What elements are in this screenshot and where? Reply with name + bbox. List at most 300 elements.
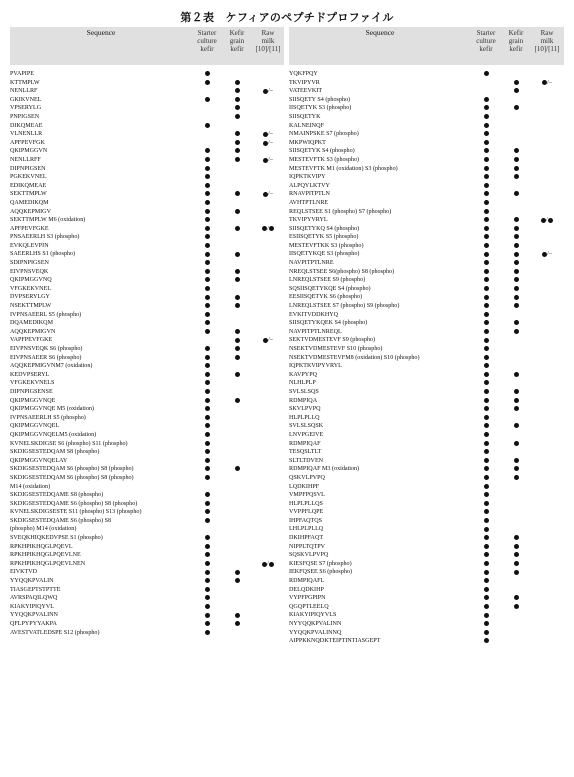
raw-milk-mark — [252, 457, 284, 466]
starter-culture-mark — [192, 173, 222, 182]
peptide-sequence: M14 (oxidation) — [10, 483, 51, 490]
raw-milk-mark — [531, 465, 563, 474]
kefir-grain-mark — [501, 560, 531, 569]
starter-culture-mark — [471, 405, 501, 414]
filled-dot-icon — [484, 621, 489, 626]
starter-culture-mark — [192, 311, 222, 320]
table-row — [289, 594, 564, 603]
filled-dot-icon — [205, 312, 210, 317]
table-row — [289, 543, 564, 552]
kefir-grain-mark — [501, 586, 531, 595]
starter-culture-mark — [471, 122, 501, 131]
filled-dot-icon — [484, 380, 489, 385]
peptide-sequence: KIESFQSE S7 (phospho) — [289, 560, 352, 567]
separator: / — [267, 560, 269, 567]
starter-culture-mark — [192, 336, 222, 345]
kefir-grain-mark — [501, 190, 531, 199]
filled-dot-icon — [235, 329, 240, 334]
raw-milk-mark — [252, 139, 284, 148]
kefir-grain-mark — [222, 577, 252, 586]
starter-culture-mark — [471, 113, 501, 122]
peptide-sequence: DVPSERYLGY — [10, 294, 50, 301]
raw-milk-mark — [252, 491, 284, 500]
raw-milk-mark — [531, 328, 563, 337]
table-row — [289, 199, 564, 208]
peptide-sequence: KVNELSKDIGSE S6 (phospho) S11 (phospho) — [10, 440, 128, 447]
table-row — [289, 156, 564, 165]
raw-milk-mark — [531, 208, 563, 217]
peptide-sequence: KIAKYIPIQYVL — [10, 603, 55, 610]
filled-dot-icon — [484, 226, 489, 231]
kefir-grain-header: Kefir grain kefir — [229, 29, 245, 53]
peptide-sequence: PNPIGSEN — [10, 113, 40, 120]
raw-milk-mark — [531, 130, 563, 139]
kefir-grain-mark — [501, 354, 531, 363]
raw-milk-mark — [252, 165, 284, 174]
kefir-grain-mark — [501, 122, 531, 131]
raw-milk-mark — [252, 474, 284, 483]
table-row — [289, 637, 564, 646]
peptide-sequence: RPKHPIKHQGLPQEVLNEN — [10, 560, 86, 567]
kefir-grain-mark — [501, 517, 531, 526]
filled-dot-icon — [205, 200, 210, 205]
kefir-grain-mark — [222, 405, 252, 414]
filled-dot-icon — [205, 492, 210, 497]
kefir-grain-mark — [501, 534, 531, 543]
table-row — [289, 225, 564, 234]
raw-milk-mark — [531, 242, 563, 251]
kefir-grain-mark — [222, 113, 252, 122]
kefir-grain-mark — [501, 345, 531, 354]
peptide-sequence: LQDKIHPF — [289, 483, 320, 490]
table-row — [10, 79, 284, 88]
kefir-grain-mark — [222, 491, 252, 500]
table-row — [289, 354, 564, 363]
filled-dot-icon — [484, 501, 489, 506]
peptide-sequence: NMAINPSKE S7 (phospho) — [289, 131, 359, 138]
filled-dot-icon — [235, 613, 240, 618]
filled-dot-icon — [205, 234, 210, 239]
filled-dot-icon — [205, 389, 210, 394]
raw-milk-mark — [252, 147, 284, 156]
peptide-sequence: QAMEDIKQM — [10, 199, 49, 206]
table-row — [289, 113, 564, 122]
kefir-grain-mark — [222, 328, 252, 337]
kefir-grain-mark — [501, 551, 531, 560]
filled-dot-icon — [484, 269, 489, 274]
raw-milk-mark — [531, 285, 563, 294]
separator: /– — [268, 131, 273, 138]
peptide-sequence: PNSAEERLH S3 (phospho) — [10, 234, 80, 241]
raw-milk-mark — [531, 560, 563, 569]
starter-culture-mark — [192, 465, 222, 474]
kefir-grain-mark — [222, 139, 252, 148]
table-row — [289, 87, 564, 96]
peptide-sequence: TKVIPYVRYL — [289, 217, 328, 224]
starter-culture-mark — [471, 208, 501, 217]
starter-culture-mark — [192, 70, 222, 79]
starter-culture-mark — [471, 362, 501, 371]
table-row — [10, 250, 284, 259]
raw-milk-mark — [252, 208, 284, 217]
raw-milk-mark — [252, 199, 284, 208]
raw-milk-mark — [252, 311, 284, 320]
kefir-grain-mark — [222, 388, 252, 397]
filled-dot-icon — [514, 166, 519, 171]
kefir-grain-mark — [501, 233, 531, 242]
table-row — [289, 242, 564, 251]
table-row — [10, 311, 284, 320]
starter-culture-mark — [471, 87, 501, 96]
peptide-sequence: TIASGEPTSTPTTE — [10, 586, 61, 593]
filled-dot-icon — [205, 123, 210, 128]
kefir-grain-mark — [501, 457, 531, 466]
filled-dot-icon — [484, 174, 489, 179]
table-row — [289, 336, 564, 345]
raw-milk-mark — [252, 440, 284, 449]
kefir-grain-mark — [222, 440, 252, 449]
filled-dot-icon — [205, 432, 210, 437]
table-row — [10, 216, 284, 225]
kefir-grain-mark — [501, 483, 531, 492]
starter-culture-mark — [192, 594, 222, 603]
kefir-grain-mark — [222, 594, 252, 603]
filled-dot-icon — [235, 570, 240, 575]
table-row — [10, 242, 284, 251]
starter-culture-mark — [192, 233, 222, 242]
starter-culture-mark — [192, 156, 222, 165]
raw-milk-mark — [252, 122, 284, 131]
table-row — [289, 414, 564, 423]
starter-culture-mark — [192, 586, 222, 595]
starter-culture-mark — [471, 603, 501, 612]
filled-dot-icon — [484, 466, 489, 471]
peptide-sequence: NAVPITPTLNREQL — [289, 328, 342, 335]
table-row — [289, 397, 564, 406]
raw-milk-mark — [531, 431, 563, 440]
table-row — [10, 500, 284, 509]
filled-dot-icon — [484, 475, 489, 480]
raw-milk-mark — [252, 500, 284, 509]
filled-dot-icon — [205, 363, 210, 368]
peptide-sequence: AIPPKKNQDKTEIPTINTIASGEPT — [289, 638, 381, 645]
filled-dot-icon — [484, 191, 489, 196]
filled-dot-icon — [235, 97, 240, 102]
kefir-grain-mark — [222, 371, 252, 380]
peptide-sequence: VVPPFLQPE — [289, 509, 324, 516]
kefir-grain-mark — [222, 242, 252, 251]
peptide-sequence: SIISQETYK S4 (phospho) — [289, 148, 355, 155]
peptide-sequence: RNAVPITPTLN — [289, 191, 330, 198]
starter-culture-mark — [192, 113, 222, 122]
filled-dot-icon — [514, 174, 519, 179]
peptide-sequence: TKVIPYVR — [289, 79, 320, 86]
peptide-sequence: SIISQETYKQEK S4 (phospho) — [289, 320, 368, 327]
starter-culture-mark — [471, 173, 501, 182]
table-row — [289, 302, 564, 311]
kefir-grain-mark — [222, 96, 252, 105]
table-row — [10, 285, 284, 294]
raw-milk-mark — [252, 302, 284, 311]
peptide-sequence: QKIPMGGVNQ — [10, 277, 52, 284]
filled-dot-icon — [484, 492, 489, 497]
raw-milk-mark — [252, 268, 284, 277]
filled-dot-icon — [205, 252, 210, 257]
starter-culture-mark — [192, 199, 222, 208]
filled-dot-icon — [484, 277, 489, 282]
starter-culture-mark — [471, 319, 501, 328]
table-row — [10, 130, 284, 139]
starter-culture-mark — [192, 517, 222, 526]
starter-culture-mark — [192, 414, 222, 423]
filled-dot-icon — [205, 174, 210, 179]
peptide-sequence: VFGKEKVNELS — [10, 380, 55, 387]
separator: /– — [268, 337, 273, 344]
raw-milk-mark — [531, 319, 563, 328]
filled-dot-icon — [235, 80, 240, 85]
raw-milk-mark — [252, 233, 284, 242]
table-row — [289, 405, 564, 414]
peptide-sequence: IQPKTKVIPY — [289, 174, 326, 181]
kefir-grain-mark — [501, 414, 531, 423]
raw-milk-mark — [531, 276, 563, 285]
table-title: 第２表 ケフィアのペプチドプロファイル — [180, 11, 394, 24]
raw-milk-mark — [531, 216, 563, 225]
kefir-grain-mark — [222, 525, 252, 534]
starter-culture-mark — [471, 517, 501, 526]
starter-culture-mark — [192, 354, 222, 363]
filled-dot-icon — [205, 595, 210, 600]
peptide-sequence: SKDIGSESTEDQAME S6 (phospho) S8 — [10, 517, 112, 524]
raw-milk-mark — [531, 311, 563, 320]
filled-dot-icon — [484, 449, 489, 454]
kefir-grain-mark — [501, 500, 531, 509]
raw-milk-mark — [531, 525, 563, 534]
kefir-grain-mark — [501, 603, 531, 612]
table-row — [289, 586, 564, 595]
raw-milk-mark — [531, 568, 563, 577]
kefir-grain-mark — [501, 70, 531, 79]
filled-dot-icon — [235, 338, 240, 343]
filled-dot-icon — [484, 346, 489, 351]
left-rows — [10, 70, 284, 637]
kefir-grain-mark — [501, 448, 531, 457]
filled-dot-icon — [235, 105, 240, 110]
kefir-grain-mark — [501, 165, 531, 174]
filled-dot-icon — [269, 226, 274, 231]
table-row — [289, 465, 564, 474]
peptide-sequence: SIISQETY S4 (phospho) — [289, 96, 351, 103]
filled-dot-icon — [484, 527, 489, 532]
raw-milk-mark — [252, 388, 284, 397]
filled-dot-icon — [205, 320, 210, 325]
starter-culture-mark — [192, 242, 222, 251]
peptide-sequence: IQPKTKVIPYVRYL — [289, 363, 342, 370]
table-row — [289, 362, 564, 371]
raw-milk-mark — [252, 603, 284, 612]
peptide-sequence: SVLSLSQS — [289, 388, 319, 395]
kefir-grain-mark — [222, 586, 252, 595]
filled-dot-icon — [235, 269, 240, 274]
filled-dot-icon — [269, 562, 274, 567]
peptide-sequence: APFPEVFGKE — [10, 225, 49, 232]
starter-culture-mark — [192, 603, 222, 612]
starter-culture-mark — [192, 388, 222, 397]
starter-culture-mark — [192, 577, 222, 586]
peptide-sequence: DIKQMEAE — [10, 122, 43, 129]
raw-milk-mark — [531, 457, 563, 466]
kefir-grain-mark — [501, 156, 531, 165]
table-row — [10, 70, 284, 79]
peptide-sequence: QFLPYPYYAKPA — [10, 621, 57, 627]
filled-dot-icon — [205, 441, 210, 446]
filled-dot-icon — [484, 303, 489, 308]
separator: /– — [547, 251, 552, 258]
starter-culture-mark — [192, 345, 222, 354]
filled-dot-icon — [484, 363, 489, 368]
starter-culture-mark — [471, 156, 501, 165]
filled-dot-icon — [484, 123, 489, 128]
filled-dot-icon — [514, 277, 519, 282]
peptide-sequence: ESIISQETYK S5 (phospho) — [289, 234, 359, 241]
peptide-sequence: SEKTTMPLW — [10, 191, 47, 198]
kefir-grain-mark — [501, 508, 531, 517]
starter-culture-mark — [471, 311, 501, 320]
table-row — [289, 603, 564, 612]
filled-dot-icon — [484, 587, 489, 592]
filled-dot-icon — [484, 260, 489, 265]
raw-milk-mark — [252, 465, 284, 474]
kefir-grain-mark — [222, 130, 252, 139]
peptide-sequence: DIPNPIGSEN — [10, 165, 46, 172]
kefir-grain-mark — [222, 336, 252, 345]
raw-milk-mark — [252, 96, 284, 105]
peptide-sequence: NENLLRFF — [10, 156, 41, 163]
table-row — [10, 414, 284, 423]
starter-culture-mark — [192, 268, 222, 277]
raw-milk-mark — [531, 371, 563, 380]
starter-culture-mark — [192, 216, 222, 225]
peptide-sequence: VFGKEKVNEL — [10, 285, 51, 292]
starter-culture-mark — [471, 568, 501, 577]
filled-dot-icon — [205, 398, 210, 403]
kefir-grain-mark — [501, 225, 531, 234]
starter-culture-mark — [471, 397, 501, 406]
filled-dot-icon — [205, 380, 210, 385]
sequence-header: Sequence — [86, 28, 116, 37]
peptide-sequence: KVNELSKDIGSESTE S11 (phospho) S13 (phospho) — [10, 509, 142, 516]
filled-dot-icon — [514, 105, 519, 110]
separator: /– — [268, 88, 273, 95]
peptide-sequence: VPSERYLG — [10, 105, 42, 112]
table-row — [10, 336, 284, 345]
kefir-grain-mark — [501, 182, 531, 191]
table-row — [10, 293, 284, 302]
filled-dot-icon — [205, 243, 210, 248]
kefir-grain-mark — [501, 474, 531, 483]
filled-dot-icon — [484, 286, 489, 291]
raw-milk-mark — [252, 414, 284, 423]
kefir-grain-mark — [501, 87, 531, 96]
kefir-grain-mark — [222, 422, 252, 431]
filled-dot-icon — [235, 157, 240, 162]
table-row — [289, 104, 564, 113]
filled-dot-icon — [484, 97, 489, 102]
table-row — [10, 568, 284, 577]
filled-dot-icon — [235, 466, 240, 471]
table-row — [10, 465, 284, 474]
peptide-sequence: QKIPMGGVNQEL — [10, 423, 60, 430]
filled-dot-icon — [484, 441, 489, 446]
raw-milk-header: Raw milk [10]/[11] — [255, 29, 281, 53]
filled-dot-icon — [205, 423, 210, 428]
peptide-sequence: VLNENLLR — [10, 131, 43, 138]
table-row — [289, 620, 564, 629]
starter-culture-mark — [471, 508, 501, 517]
filled-dot-icon — [484, 595, 489, 600]
peptide-sequence: RDMPIQA — [289, 397, 318, 404]
peptide-sequence: VYPFPGPIPN — [289, 595, 326, 602]
filled-dot-icon — [484, 329, 489, 334]
table-row — [289, 500, 564, 509]
raw-milk-mark — [252, 225, 284, 234]
left-table — [10, 27, 284, 637]
raw-milk-mark — [531, 629, 563, 638]
filled-dot-icon — [205, 552, 210, 557]
starter-culture-mark — [192, 165, 222, 174]
kefir-grain-mark — [501, 629, 531, 638]
raw-milk-mark — [252, 328, 284, 337]
filled-dot-icon — [484, 458, 489, 463]
filled-dot-icon — [484, 544, 489, 549]
kefir-grain-mark — [222, 79, 252, 88]
peptide-sequence: LNREQLSTSEE S9 (phospho) — [289, 277, 366, 284]
table-row — [10, 104, 284, 113]
starter-culture-mark — [192, 620, 222, 629]
raw-milk-mark — [531, 182, 563, 191]
filled-dot-icon — [205, 621, 210, 626]
kefir-grain-mark — [222, 208, 252, 217]
peptide-sequence: SKDIGSESTEDQAM S8 (phospho) — [10, 449, 100, 456]
raw-milk-mark — [531, 362, 563, 371]
starter-culture-mark — [471, 577, 501, 586]
raw-milk-mark — [252, 104, 284, 113]
peptide-sequence: PGKEKVNEL — [10, 174, 47, 181]
kefir-grain-mark — [501, 379, 531, 388]
raw-milk-mark — [252, 543, 284, 552]
raw-milk-mark — [252, 405, 284, 414]
filled-dot-icon — [484, 638, 489, 643]
table-row — [10, 586, 284, 595]
peptide-sequence: APFPEVFGK — [10, 139, 45, 146]
kefir-grain-mark — [222, 302, 252, 311]
starter-culture-mark — [471, 594, 501, 603]
filled-dot-icon — [235, 191, 240, 196]
starter-culture-mark — [192, 422, 222, 431]
starter-culture-mark — [471, 414, 501, 423]
starter-culture-mark — [471, 440, 501, 449]
kefir-grain-mark — [222, 104, 252, 113]
filled-dot-icon — [484, 140, 489, 145]
filled-dot-icon — [205, 449, 210, 454]
raw-milk-mark — [252, 250, 284, 259]
peptide-sequence: EIVPNSAEER S6 (phospho) — [10, 354, 82, 361]
kefir-grain-mark — [222, 397, 252, 406]
kefir-grain-mark — [501, 79, 531, 88]
kefir-grain-mark — [501, 250, 531, 259]
raw-milk-mark — [531, 199, 563, 208]
kefir-grain-mark — [222, 165, 252, 174]
